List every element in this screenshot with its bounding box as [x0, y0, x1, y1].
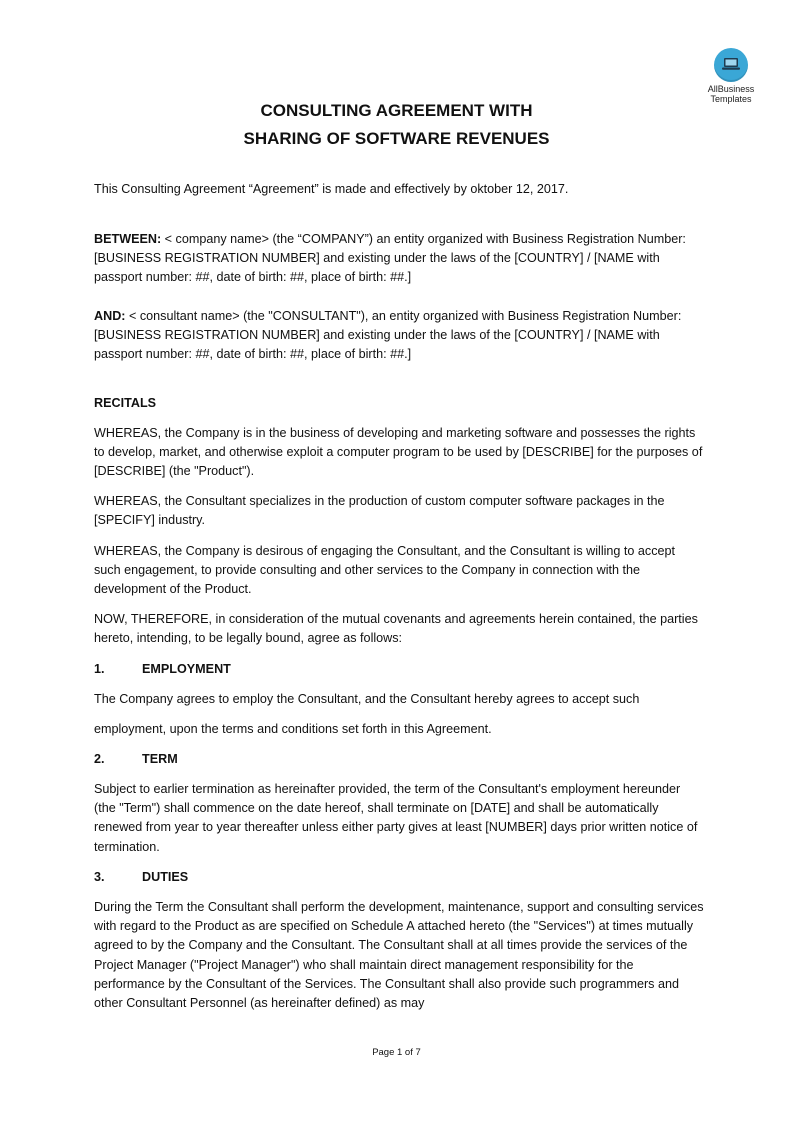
section-3-text: During the Term the Consultant shall perform the development, maintenance, support and consulting services with regard to the Product as are specified on Schedule A attached hereto (the "Services") at times mutually agreed to by the Company and the Consultant. The Consultant shall at all times provide the services of the Project Manager ("Project Manager") who shall maintain direct management responsibility for the performance by the Consultant of the Services. The Consultant shall also provide such programmers and other Consultant Personnel (as hereinafter defined) as may	[94, 900, 704, 1011]
section-2-number: 2.	[94, 752, 105, 766]
section-2-title: TERM	[142, 752, 178, 766]
between-text: < company name> (the “COMPANY”) an entity organized with Business Registration Number: [BUSINESS REGISTRATION NUMBER] and existing under the laws of the [COUNTRY] / [NAME with passport number: ##, date of birth: ##, place of birth: ##.]	[94, 232, 686, 285]
logo-line-1: AllBusiness	[707, 84, 755, 94]
section-2-heading	[94, 750, 178, 769]
section-1-line-1: The Company agrees to employ the Consultant, and the Consultant hereby agrees to accept such	[94, 692, 640, 706]
recital-paragraph-4: NOW, THEREFORE, in consideration of the mutual covenants and agreements herein contained, the parties hereto, intending, to be legally bound, agree as follows:	[94, 612, 698, 646]
section-3-number: 3.	[94, 870, 105, 884]
between-paragraph	[94, 230, 704, 288]
recital-paragraph-3: WHEREAS, the Company is desirous of engaging the Consultant, and the Consultant is willing to accept such engagement, to provide consulting and other services to the Company in connection with the development of the Product.	[94, 544, 676, 597]
title-line-2: SHARING OF SOFTWARE REVENUES	[243, 129, 550, 148]
section-1-heading	[94, 660, 231, 679]
section-3-heading	[94, 868, 188, 887]
section-3-title: DUTIES	[142, 870, 189, 884]
title-line-1: CONSULTING AGREEMENT WITH	[260, 101, 533, 120]
and-paragraph	[94, 307, 704, 365]
and-label: AND:	[94, 309, 126, 323]
section-2-text: Subject to earlier termination as hereinafter provided, the term of the Consultant's employment hereunder (the "Term") shall commence on the date hereof, shall terminate on [DATE] and shall be automatically renewed from year to year thereafter unless either party gives at least [NUMBER] days prior written notice of termination.	[94, 782, 698, 854]
intro-paragraph: This Consulting Agreement “Agreement” is made and effectively by oktober 12, 2017.	[94, 182, 569, 196]
recital-paragraph-1: WHEREAS, the Company is in the business of developing and marketing software and possesses the rights to develop, market, and otherwise exploit a computer program to be used by [DESCRIBE] for the purposes of [DESCRIBE] (the "Product").	[94, 426, 703, 479]
page-number: Page 1 of 7	[372, 1047, 421, 1058]
section-1-number: 1.	[94, 662, 105, 676]
logo-line-2: Templates	[710, 94, 752, 104]
between-label: BETWEEN:	[94, 232, 162, 246]
recital-paragraph-2: WHEREAS, the Consultant specializes in the production of custom computer software packages in the [SPECIFY] industry.	[94, 494, 665, 528]
document-title	[0, 97, 793, 153]
allbusiness-logo	[700, 48, 762, 104]
and-text: < consultant name> (the "CONSULTANT"), an entity organized with Business Registration Number: [BUSINESS REGISTRATION NUMBER] and existing under the laws of the [COUNTRY] / [NAME with passport number: ##, date of birth: ##, place of birth: ##.]	[94, 309, 682, 362]
laptop-icon	[714, 48, 748, 82]
section-1-line-2: employment, upon the terms and conditions set forth in this Agreement.	[94, 722, 492, 736]
recitals-heading: RECITALS	[94, 396, 157, 410]
section-1-title: EMPLOYMENT	[142, 662, 231, 676]
